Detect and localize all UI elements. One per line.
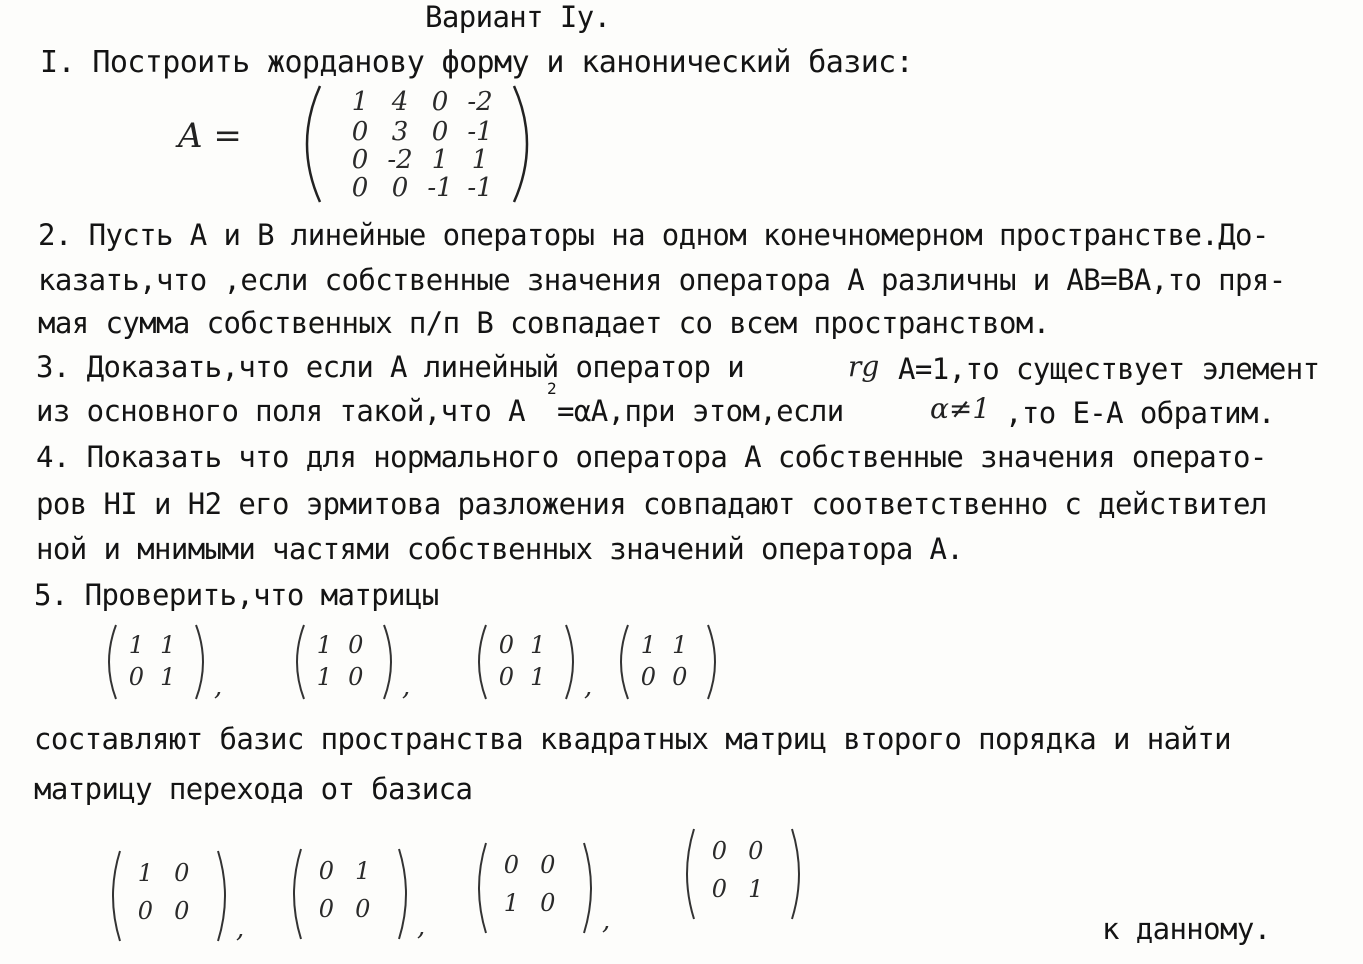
basis-matrix — [288, 622, 411, 702]
matrix-cell: 0 — [748, 836, 764, 865]
problem-5-line-1: 5. Проверить,что матрицы — [34, 578, 439, 612]
matrix-cell: 1 — [503, 888, 520, 917]
right-bracket — [218, 851, 225, 941]
basis-matrix — [100, 622, 223, 702]
left-bracket — [687, 829, 694, 919]
matrix-cell: 0 — [503, 850, 520, 879]
matrix-cell: 1 — [640, 630, 656, 659]
matrix-cell: 0 — [174, 896, 190, 925]
matrix-a-cell: 1 — [431, 145, 449, 175]
problem-3-alpha-condition: α≠1 — [930, 392, 991, 425]
problem-2-line-1: 2. Пусть A и B линейные операторы на одном конечномерном пространстве.До- — [38, 218, 1269, 252]
matrix-a — [292, 82, 542, 207]
problem-4-line-3: ной и мнимыми частями собственных значений оператора A. — [36, 532, 964, 566]
matrix-separator-comma: , — [236, 914, 245, 944]
matrix-cell: 0 — [498, 662, 514, 691]
left-bracket — [479, 625, 486, 699]
basis-matrix — [470, 840, 611, 936]
matrix-cell: 0 — [672, 662, 688, 691]
matrix-cell: 1 — [355, 856, 371, 885]
matrix-a-cell: 0 — [351, 173, 369, 203]
matrix-separator-comma: , — [402, 672, 411, 702]
right-bracket — [708, 625, 715, 699]
variant-title: Вариант Iу. — [425, 0, 611, 34]
matrix-a-cell: 0 — [431, 117, 449, 147]
matrix-cell: 1 — [748, 874, 764, 903]
matrix-cell: 0 — [711, 836, 728, 865]
matrix-cell: 1 — [316, 630, 332, 659]
matrix-cell: 1 — [672, 630, 688, 659]
left-bracket — [294, 849, 301, 939]
matrix-a-cell: 0 — [391, 173, 409, 203]
matrix-cell: 0 — [318, 894, 335, 923]
problem-3-line-2-mid: =αA,при этом,если — [557, 394, 844, 428]
problem-5-line-3: матрицу перехода от базиса — [34, 772, 473, 806]
matrix-cell: 0 — [137, 896, 154, 925]
matrix-a-cell: 1 — [471, 145, 489, 175]
right-bracket — [399, 849, 406, 939]
matrix-a-label: A = — [178, 116, 242, 156]
problem-1-text: I. Построить жорданову форму и канонический базис: — [40, 45, 914, 80]
problem-5-line-2: составляют базис пространства квадратных матриц второго порядка и найти — [34, 722, 1232, 756]
matrix-a-cell: 3 — [391, 117, 409, 147]
matrix-cell: 0 — [128, 662, 144, 691]
matrix-brackets — [470, 840, 600, 936]
left-bracket — [113, 851, 120, 941]
basis-matrix — [285, 846, 426, 942]
matrix-cell: 1 — [160, 630, 176, 659]
matrix-a-cell: 0 — [351, 145, 369, 175]
matrix-cell: 1 — [128, 630, 144, 659]
matrix-brackets — [104, 848, 234, 944]
left-bracket — [297, 625, 304, 699]
matrix-cell: 1 — [530, 630, 546, 659]
matrix-cell: 0 — [348, 630, 364, 659]
basis-matrix — [470, 622, 593, 702]
matrix-cell: 0 — [318, 856, 335, 885]
matrix-brackets — [285, 846, 415, 942]
matrix-a-cell: -1 — [467, 117, 493, 147]
problem-2-line-2: казать,что ,если собственные значения оператора A различны и AB=BA,то пря- — [38, 263, 1286, 297]
problem-3-line-1-suffix: A=1,то существует элемент — [898, 352, 1320, 386]
matrix-cell: 0 — [540, 850, 556, 879]
matrix-cell: 1 — [137, 858, 154, 887]
matrix-cell: 0 — [348, 662, 364, 691]
problem-3-line-2-suffix: ,то E-A обратим. — [1005, 396, 1275, 430]
basis-matrix — [612, 622, 724, 702]
matrix-a-cell: 4 — [391, 87, 409, 117]
matrix-cell: 0 — [355, 894, 371, 923]
matrix-cell: 1 — [316, 662, 332, 691]
matrix-cell: 0 — [174, 858, 190, 887]
matrix-a-cell: 0 — [351, 117, 369, 147]
basis-matrix — [104, 848, 245, 944]
matrix-a-cell: 0 — [431, 87, 449, 117]
problem-3-power-superscript: 2 — [547, 379, 557, 398]
left-bracket — [621, 625, 628, 699]
right-bracket — [584, 843, 591, 933]
problem-3-rank-symbol: rg — [848, 350, 880, 383]
problem-4-line-2: ров HI и H2 его эрмитова разложения совпадают соответственно с действител — [36, 487, 1267, 521]
problem-2-line-3: мая сумма собственных п/п B совпадает со всем пространством. — [38, 306, 1050, 340]
matrix-a-cell: -2 — [467, 87, 493, 117]
matrix-separator-comma: , — [417, 912, 426, 942]
matrix-cell: 1 — [160, 662, 176, 691]
left-bracket — [479, 843, 486, 933]
basis-matrix — [678, 826, 808, 922]
matrix-separator-comma: , — [214, 672, 223, 702]
problem-3-line-1-prefix: 3. Доказать,что если A линейный оператор и — [36, 350, 745, 384]
problem-5-footer: к данному. — [1102, 912, 1271, 946]
matrix-a-cell: -2 — [387, 145, 413, 175]
problem-4-line-1: 4. Показать что для нормального оператора A собственные значения операто- — [36, 440, 1267, 474]
matrix-cell: 0 — [540, 888, 556, 917]
matrix-cell: 0 — [711, 874, 728, 903]
problem-3-line-2-prefix: из основного поля такой,что A — [36, 394, 525, 428]
matrix-brackets — [678, 826, 808, 922]
matrix-a-cell: 1 — [351, 87, 369, 117]
matrix-separator-comma: , — [584, 672, 593, 702]
right-bracket — [384, 625, 391, 699]
matrix-cell: 1 — [530, 662, 546, 691]
left-bracket — [109, 625, 116, 699]
matrix-separator-comma: , — [602, 906, 611, 936]
matrix-a-cell: -1 — [467, 173, 493, 203]
right-bracket — [792, 829, 799, 919]
matrix-cell: 0 — [640, 662, 656, 691]
right-bracket — [566, 625, 573, 699]
matrix-cell: 0 — [498, 630, 514, 659]
matrix-a-cell: -1 — [427, 173, 453, 203]
right-bracket — [196, 625, 203, 699]
